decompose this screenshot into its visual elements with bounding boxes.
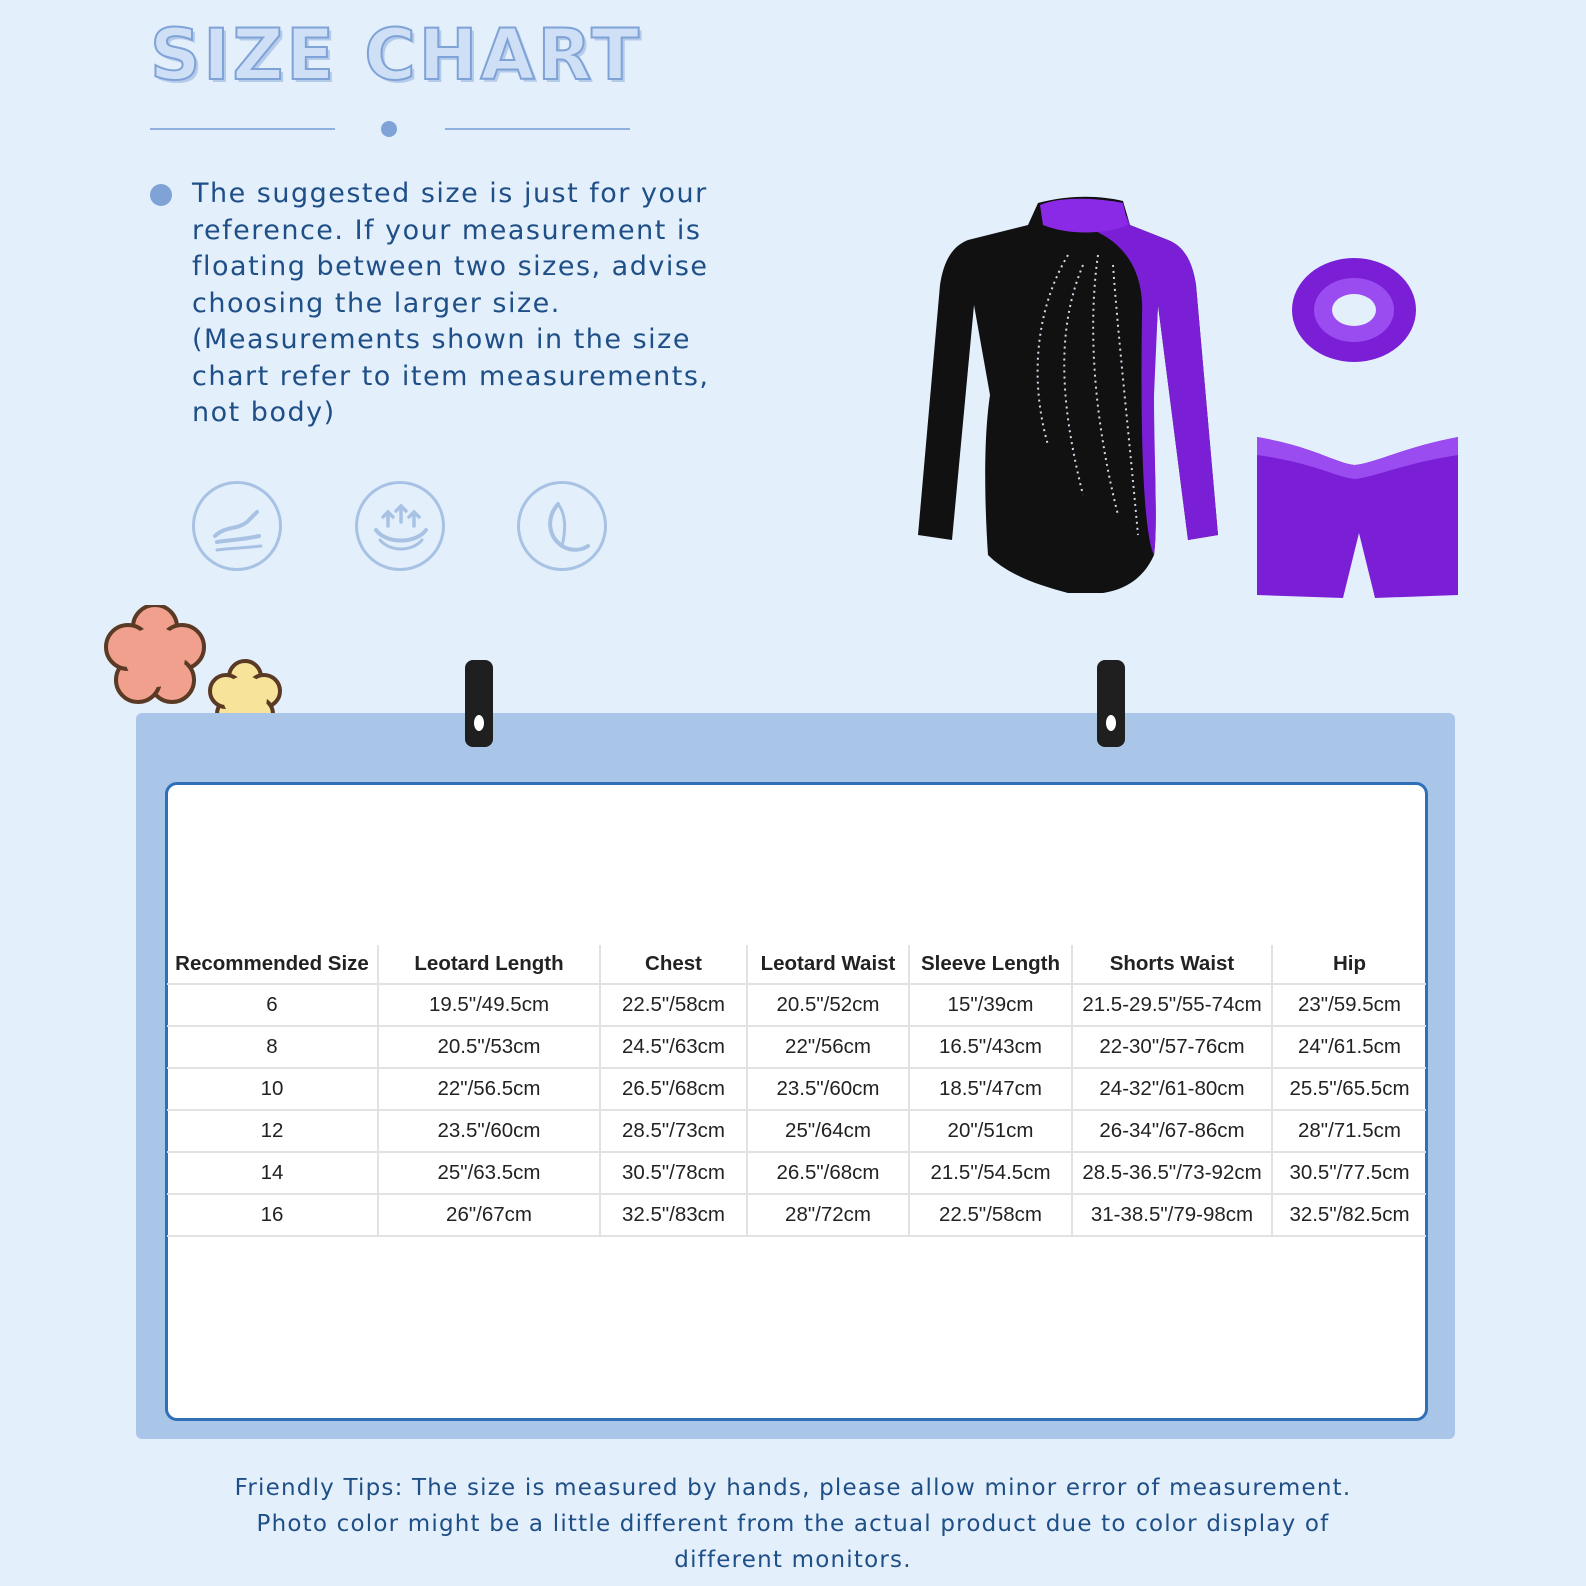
table-cell: 26"/67cm	[378, 1194, 600, 1236]
table-cell: 32.5"/83cm	[600, 1194, 747, 1236]
table-cell: 22.5"/58cm	[909, 1194, 1072, 1236]
table-cell: 23.5"/60cm	[378, 1110, 600, 1152]
leotard-image	[918, 195, 1258, 600]
table-row	[167, 984, 1426, 1026]
table-cell: 24"/61.5cm	[1272, 1026, 1426, 1068]
table-cell: 25.5"/65.5cm	[1272, 1068, 1426, 1110]
table-cell: 26.5"/68cm	[600, 1068, 747, 1110]
table-cell: 19.5"/49.5cm	[378, 984, 600, 1026]
table-cell: 23"/59.5cm	[1272, 984, 1426, 1026]
col-header-hip: Hip	[1272, 945, 1426, 984]
bullet-dot	[150, 184, 172, 206]
divider-dot	[381, 121, 397, 137]
table-row	[167, 1194, 1426, 1236]
col-header-leotard-waist: Leotard Waist	[747, 945, 909, 984]
binder-clip-left	[465, 660, 493, 747]
table-cell: 21.5"/54.5cm	[909, 1152, 1072, 1194]
table-header-row	[167, 945, 1426, 984]
table-row	[167, 1110, 1426, 1152]
table-cell: 12	[167, 1110, 378, 1152]
table-cell: 32.5"/82.5cm	[1272, 1194, 1426, 1236]
stretch-icon	[355, 481, 445, 571]
table-cell: 18.5"/47cm	[909, 1068, 1072, 1110]
table-cell: 20.5"/53cm	[378, 1026, 600, 1068]
table-cell: 14	[167, 1152, 378, 1194]
table-cell: 28"/72cm	[747, 1194, 909, 1236]
size-advice-note: The suggested size is just for your reference. If your measurement is floating between two sizes, advise choosing the larger size. (Measurements shown in the size chart refer to item measurements, not body)	[192, 178, 710, 428]
friendly-tips: Friendly Tips: The size is measured by hands, please allow minor error of measurement. Photo color might be a little different from the actual product due to color display of different monitors.	[234, 1475, 1352, 1573]
size-table	[167, 945, 1426, 1237]
table-cell: 22"/56cm	[747, 1026, 909, 1068]
table-cell: 31-38.5"/79-98cm	[1072, 1194, 1272, 1236]
col-header-chest: Chest	[600, 945, 747, 984]
binder-clip-right	[1097, 660, 1125, 747]
col-header-leotard-length: Leotard Length	[378, 945, 600, 984]
shorts-image	[1255, 433, 1460, 601]
table-cell: 30.5"/78cm	[600, 1152, 747, 1194]
table-cell: 24-32"/61-80cm	[1072, 1068, 1272, 1110]
col-header-shorts-waist: Shorts Waist	[1072, 945, 1272, 984]
table-cell: 26-34"/67-86cm	[1072, 1110, 1272, 1152]
hand-wash-icon	[192, 481, 282, 571]
table-cell: 16	[167, 1194, 378, 1236]
page-title: SIZE CHART	[150, 14, 643, 96]
table-cell: 16.5"/43cm	[909, 1026, 1072, 1068]
table-cell: 15"/39cm	[909, 984, 1072, 1026]
table-cell: 26.5"/68cm	[747, 1152, 909, 1194]
col-header-recommended-size: Recommended Size	[167, 945, 378, 984]
table-row	[167, 1152, 1426, 1194]
table-cell: 24.5"/63cm	[600, 1026, 747, 1068]
table-cell: 25"/63.5cm	[378, 1152, 600, 1194]
table-cell: 20"/51cm	[909, 1110, 1072, 1152]
table-cell: 22-30"/57-76cm	[1072, 1026, 1272, 1068]
table-cell: 23.5"/60cm	[747, 1068, 909, 1110]
scrunchie-image	[1287, 253, 1422, 368]
table-cell: 22.5"/58cm	[600, 984, 747, 1026]
table-cell: 25"/64cm	[747, 1110, 909, 1152]
table-row	[167, 1068, 1426, 1110]
table-cell: 28.5"/73cm	[600, 1110, 747, 1152]
table-cell: 30.5"/77.5cm	[1272, 1152, 1426, 1194]
table-cell: 21.5-29.5"/55-74cm	[1072, 984, 1272, 1026]
table-cell: 22"/56.5cm	[378, 1068, 600, 1110]
divider-left	[150, 128, 335, 130]
table-row	[167, 1026, 1426, 1068]
col-header-sleeve-length: Sleeve Length	[909, 945, 1072, 984]
table-cell: 6	[167, 984, 378, 1026]
table-cell: 10	[167, 1068, 378, 1110]
table-cell: 20.5"/52cm	[747, 984, 909, 1026]
soft-feather-icon	[517, 481, 607, 571]
table-cell: 28"/71.5cm	[1272, 1110, 1426, 1152]
divider-right	[445, 128, 630, 130]
table-cell: 8	[167, 1026, 378, 1068]
table-cell: 28.5-36.5"/73-92cm	[1072, 1152, 1272, 1194]
